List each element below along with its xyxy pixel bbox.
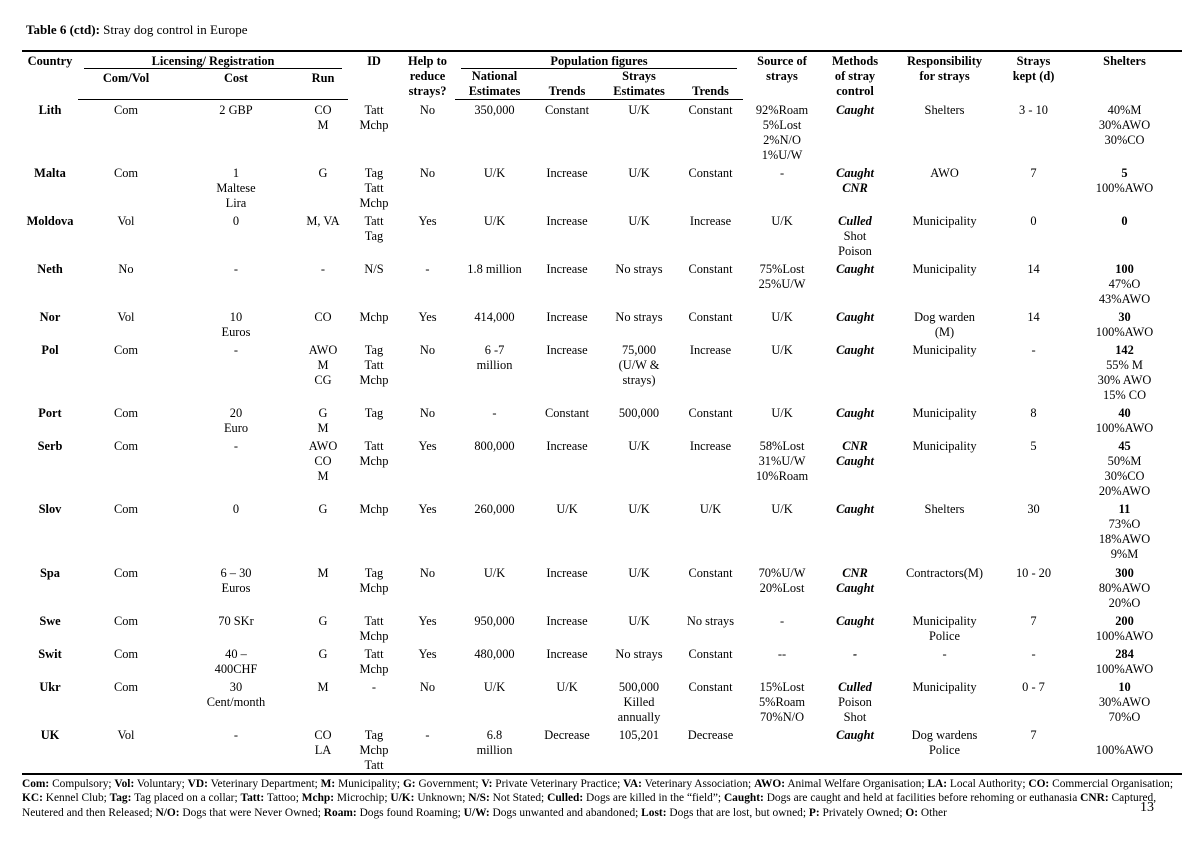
legend-key: G: [402, 778, 416, 790]
shelters-cell: 10 30%AWO 70%O [1098, 679, 1151, 724]
legend-key: KC: [22, 792, 43, 805]
legend-value: Government; [418, 778, 479, 790]
responsibility-cell: - [942, 646, 947, 661]
header-source-of-strays: Source of strays [743, 51, 821, 100]
methods-cell: CNR Caught [836, 565, 874, 595]
responsibility-cell: Shelters [924, 501, 965, 516]
stray-trend-cell: Constant [688, 165, 733, 180]
cost-cell: - [233, 727, 239, 742]
responsibility-cell: Municipality [912, 261, 977, 276]
national-trend-cell: Decrease [544, 727, 590, 742]
help-cell: No [419, 565, 436, 580]
table-row [22, 340, 1182, 403]
methods-cell: Caught [836, 501, 874, 516]
legend-value: Tattoo; [266, 792, 299, 805]
cost-cell: 0 [232, 501, 240, 516]
stray-estimate-cell: U/K [628, 613, 650, 628]
source-cell: U/K [771, 342, 793, 357]
shelters-cell: 100 47%O 43%AWO [1098, 261, 1151, 306]
stray-trend-cell: Constant [688, 309, 733, 324]
run-cell: G [318, 165, 328, 180]
kept-cell: 14 [1027, 261, 1040, 276]
responsibility-cell: Municipality [912, 213, 977, 228]
country-cell: Swit [38, 646, 62, 661]
legend-value: Compulsory; [52, 778, 112, 790]
com-vol-cell: Vol [117, 727, 135, 742]
stray-dog-table [22, 50, 1182, 773]
cost-cell: - [233, 342, 239, 357]
table-caption [26, 22, 248, 38]
help-cell: Yes [418, 646, 437, 661]
national-trend-cell: Increase [546, 438, 588, 453]
header-methods: Methods of stray control [821, 51, 889, 100]
methods-cell: Culled Poison Shot [838, 679, 872, 724]
stray-estimate-cell: No strays [615, 261, 663, 276]
legend-value: Voluntary; [136, 778, 185, 790]
national-trend-cell: U/K [556, 679, 578, 694]
legend-key: LA: [927, 778, 948, 790]
responsibility-cell: Contractors(M) [905, 565, 984, 580]
legend-value: Veterinary Association; [644, 778, 752, 790]
legend-key: CNR: [1080, 792, 1109, 805]
country-cell: UK [40, 727, 60, 742]
stray-trend-cell: Increase [689, 213, 732, 228]
stray-trend-cell: Constant [688, 103, 733, 117]
national-estimate-cell: 6 -7 million [476, 342, 513, 372]
table-row [22, 100, 1182, 163]
country-cell: Moldova [26, 213, 74, 228]
shelters-cell: 45 50%M 30%CO 20%AWO [1098, 438, 1151, 498]
country-cell: Nor [39, 309, 61, 324]
national-estimate-cell: 1.8 million [467, 261, 522, 276]
methods-cell: Caught [836, 727, 874, 742]
run-cell: M [317, 679, 329, 694]
source-cell: 58%Lost 31%U/W 10%Roam [755, 438, 809, 483]
shelters-cell: 300 80%AWO 20%O [1098, 565, 1151, 610]
kept-cell: 30 [1027, 501, 1040, 516]
run-cell: AWO CO M [308, 438, 338, 483]
run-cell: CO M [314, 103, 332, 132]
kept-cell: 8 [1030, 405, 1037, 420]
national-estimate-cell: U/K [483, 565, 506, 580]
legend-value: Dogs are killed in the “field”; [586, 792, 722, 805]
legend-value: Not Stated; [492, 792, 545, 805]
legend-key: Com: [22, 778, 50, 790]
legend-value: Tag placed on a collar; [134, 792, 238, 805]
legend-key: Tag: [109, 792, 132, 805]
national-estimate-cell: U/K [483, 213, 506, 228]
national-estimate-cell: U/K [483, 165, 506, 180]
stray-estimate-cell: 500,000 [618, 405, 660, 420]
national-trend-cell: Increase [546, 213, 588, 228]
legend-key: Vol: [114, 778, 135, 790]
responsibility-cell: Municipality [912, 405, 977, 420]
responsibility-cell: AWO [930, 165, 959, 180]
methods-cell: Caught [836, 342, 874, 357]
table-row [22, 163, 1182, 211]
header-strays-estimates: Strays Estimates [600, 69, 678, 100]
stray-estimate-cell: 500,000 Killed annually [617, 679, 661, 724]
page-number: 13 [1140, 800, 1154, 815]
legend-value: Kennel Club; [45, 792, 107, 805]
kept-cell: 14 [1027, 309, 1040, 324]
table-row [22, 211, 1182, 259]
source-cell: -- [777, 646, 787, 661]
methods-cell: Caught CNR [836, 165, 874, 195]
header-country: Country [22, 51, 78, 100]
stray-trend-cell: Constant [688, 565, 733, 580]
responsibility-cell: Municipality [912, 438, 977, 453]
abbreviation-legend [22, 773, 1182, 820]
national-estimate-cell: 260,000 [474, 501, 515, 516]
header-responsibility: Responsibility for strays [889, 51, 1000, 100]
header-help-to-reduce: Help to reduce strays? [400, 51, 455, 100]
methods-cell: - [852, 646, 858, 661]
legend-value: Microchip; [336, 792, 388, 805]
legend-key: Culled: [547, 792, 584, 805]
national-estimate-cell: 350,000 [474, 103, 515, 117]
methods-cell: Caught [836, 261, 874, 276]
shelters-cell: 40 100%AWO [1095, 405, 1154, 435]
help-cell: - [425, 727, 430, 742]
stray-estimate-cell: No strays [615, 646, 663, 661]
id-cell: - [371, 679, 377, 694]
shelters-cell: 11 73%O 18%AWO 9%M [1098, 501, 1151, 561]
legend-key: U/W: [463, 806, 490, 819]
cost-cell: 2 GBP [219, 103, 253, 117]
legend-key: Tatt: [240, 792, 265, 805]
table-body [22, 100, 1182, 773]
run-cell: - [320, 261, 326, 276]
stray-trend-cell: Constant [688, 646, 733, 661]
methods-cell: Caught [836, 309, 874, 324]
cost-cell: 1 Maltese Lira [216, 165, 256, 210]
run-cell: CO [314, 309, 332, 324]
table-row [22, 436, 1182, 499]
responsibility-cell: Dog warden (M) [914, 309, 975, 339]
country-cell: Swe [39, 613, 61, 628]
kept-cell: 10 - 20 [1015, 565, 1052, 580]
run-cell: G M [317, 405, 329, 435]
header-trends-strays: Trends [678, 69, 743, 100]
shelters-cell: 5 100%AWO [1095, 165, 1154, 195]
header-strays-kept: Strays kept (d) [1000, 51, 1067, 100]
header-trends: Trends [534, 69, 600, 100]
com-vol-cell: Com [113, 405, 139, 420]
legend-value: Captured, Neutered and then Released; [22, 792, 1157, 819]
responsibility-cell: Dog wardens Police [911, 727, 978, 757]
source-cell: 70%U/W 20%Lost [758, 565, 806, 595]
header-national-estimates: National Estimates [455, 69, 534, 100]
legend-key: Lost: [641, 806, 667, 819]
id-cell: Tatt Mchp [359, 102, 389, 132]
stray-estimate-cell: No strays [615, 309, 663, 324]
run-cell: CO LA [314, 727, 332, 757]
national-estimate-cell: 800,000 [474, 438, 515, 453]
legend-value: Municipality; [338, 778, 401, 790]
table-caption-label: Table 6 (ctd): [26, 22, 100, 37]
stray-trend-cell: Increase [689, 342, 732, 357]
legend-key: O: [905, 806, 919, 819]
legend-key: CO: [1028, 778, 1050, 790]
stray-trend-cell: Decrease [687, 727, 734, 742]
table-row [22, 611, 1182, 644]
run-cell: G [318, 501, 328, 516]
com-vol-cell: Vol [117, 309, 135, 324]
stray-trend-cell: No strays [686, 613, 735, 628]
legend-key: V: [481, 778, 493, 790]
run-cell: M [317, 565, 329, 580]
com-vol-cell: Com [113, 165, 139, 180]
stray-estimate-cell: U/K [628, 213, 650, 228]
national-estimate-cell: 950,000 [474, 613, 515, 628]
kept-cell: 3 - 10 [1019, 102, 1048, 117]
com-vol-cell: Com [113, 565, 139, 580]
source-cell: 92%Roam 5%Lost 2%N/O 1%U/W [755, 102, 809, 162]
help-cell: - [425, 261, 430, 276]
help-cell: No [419, 165, 436, 180]
legend-key: VD: [187, 778, 208, 790]
responsibility-cell: Municipality [912, 342, 977, 357]
methods-cell: Caught [836, 613, 874, 628]
com-vol-cell: Com [113, 501, 139, 516]
legend-value: Dogs are caught and held at facilities before rehoming or euthanasia [766, 792, 1078, 805]
national-estimate-cell: 6.8 million [476, 727, 513, 757]
legend-key: Roam: [323, 806, 357, 819]
table-row [22, 644, 1182, 677]
id-cell: Tag Mchp [359, 565, 389, 595]
legend-key: N/O: [155, 806, 180, 819]
responsibility-cell: Shelters [924, 102, 965, 117]
com-vol-cell: Com [113, 342, 139, 357]
header-population-group: Population figures [455, 51, 743, 69]
table-row [22, 403, 1182, 436]
national-estimate-cell: 480,000 [474, 646, 515, 661]
stray-trend-cell: Constant [688, 261, 733, 276]
country-cell: Slov [38, 501, 62, 516]
stray-estimate-cell: 75,000 (U/W & strays) [618, 342, 660, 387]
country-cell: Serb [37, 438, 63, 453]
stray-estimate-cell: 105,201 [618, 727, 660, 742]
shelters-cell: 284 100%AWO [1095, 646, 1154, 676]
methods-cell: Caught [836, 102, 874, 117]
id-cell: Tag Tatt Mchp [359, 165, 389, 210]
stray-estimate-cell: U/K [628, 565, 650, 580]
cost-cell: - [233, 438, 239, 453]
shelters-cell: 200 100%AWO [1095, 613, 1154, 643]
id-cell: Tatt Mchp [359, 438, 389, 468]
help-cell: No [419, 405, 436, 420]
kept-cell: 5 [1030, 438, 1037, 453]
methods-cell: Culled Shot Poison [838, 213, 872, 258]
national-trend-cell: Constant [544, 103, 590, 117]
source-cell [743, 725, 821, 773]
legend-value: Other [920, 806, 947, 819]
national-trend-cell: Increase [546, 165, 588, 180]
legend-value: Dogs that are lost, but owned; [669, 806, 807, 819]
header-run: Run [298, 69, 348, 100]
com-vol-cell: Com [113, 613, 139, 628]
shelters-cell: 100%AWO [1095, 742, 1154, 757]
legend-key: N/S: [468, 792, 490, 805]
responsibility-cell: Municipality [912, 679, 977, 694]
header-cost: Cost [174, 69, 298, 100]
country-cell: Ukr [39, 679, 61, 694]
stray-trend-cell: U/K [699, 501, 722, 516]
help-cell: No [419, 679, 436, 694]
help-cell: Yes [418, 501, 437, 516]
responsibility-cell: Municipality Police [912, 613, 977, 643]
source-cell: - [779, 165, 785, 180]
kept-cell: - [1031, 646, 1036, 661]
source-cell: 15%Lost 5%Roam 70%N/O [758, 679, 806, 724]
kept-cell: 7 [1030, 727, 1037, 742]
stray-trend-cell: Constant [688, 679, 733, 694]
id-cell: Mchp [359, 501, 389, 516]
national-trend-cell: Increase [546, 646, 588, 661]
legend-key: P: [808, 806, 820, 819]
stray-estimate-cell: U/K [628, 103, 650, 117]
com-vol-cell: Com [113, 679, 139, 694]
national-trend-cell: Increase [546, 565, 588, 580]
id-cell: Tag Tatt Mchp [359, 342, 389, 387]
legend-value: Commercial Organisation; [1052, 778, 1174, 790]
shelters-cell: 0 [1121, 213, 1128, 228]
run-cell: G [318, 646, 328, 661]
com-vol-cell: Com [113, 438, 139, 453]
run-cell: M, VA [306, 213, 340, 228]
legend-value: Dogs unwanted and abandoned; [492, 806, 639, 819]
cost-cell: 6 – 30 Euros [220, 565, 252, 595]
cost-cell: 20 Euro [223, 405, 249, 435]
legend-value: Private Veterinary Practice; [495, 778, 621, 790]
help-cell: Yes [418, 613, 437, 628]
shelters-cell: 142 55% M 30% AWO 15% CO [1097, 342, 1152, 402]
id-cell: Tatt Mchp [359, 613, 389, 643]
kept-cell: 0 - 7 [1022, 679, 1045, 694]
kept-cell: 7 [1030, 165, 1037, 180]
legend-key: Mchp: [301, 792, 335, 805]
header-licensing-group: Licensing/ Registration [78, 51, 348, 69]
table-row [22, 725, 1182, 773]
run-cell: AWO M CG [308, 342, 338, 387]
stray-estimate-cell: U/K [628, 165, 650, 180]
shelters-cell: 30 100%AWO [1095, 309, 1154, 339]
national-trend-cell: Increase [546, 342, 588, 357]
national-estimate-cell: - [492, 405, 497, 420]
legend-key: VA: [623, 778, 642, 790]
source-cell: U/K [771, 309, 793, 324]
legend-key: U/K: [390, 792, 415, 805]
stray-trend-cell: Increase [689, 438, 732, 453]
table-row [22, 499, 1182, 563]
cost-cell: 10 Euros [221, 309, 251, 339]
legend-value: Unknown; [417, 792, 466, 805]
legend-key: AWO: [754, 778, 786, 790]
country-cell: Spa [40, 565, 60, 580]
stray-estimate-cell: U/K [628, 501, 650, 516]
legend-value: Privately Owned; [822, 806, 903, 819]
table-row [22, 563, 1182, 611]
kept-cell: 0 [1030, 213, 1037, 228]
com-vol-cell: Com [113, 646, 139, 661]
stray-trend-cell: Constant [688, 405, 733, 420]
legend-value: Veterinary Department; [210, 778, 318, 790]
kept-cell: - [1031, 342, 1036, 357]
run-cell: G [318, 613, 328, 628]
cost-cell: - [233, 261, 239, 276]
national-trend-cell: Increase [546, 261, 588, 276]
shelters-cell: 40%M 30%AWO 30%CO [1098, 102, 1151, 147]
table-row [22, 677, 1182, 725]
legend-value: Local Authority; [949, 778, 1026, 790]
help-cell: No [419, 342, 436, 357]
header-shelters: Shelters [1067, 51, 1182, 100]
id-cell: Tag [364, 405, 384, 420]
header-com-vol: Com/Vol [78, 69, 174, 100]
table-caption-text: Stray dog control in Europe [103, 22, 248, 37]
id-cell: Tatt Mchp [359, 646, 389, 676]
legend-value: Dogs found Roaming; [359, 806, 461, 819]
national-estimate-cell: U/K [483, 679, 506, 694]
help-cell: Yes [418, 309, 437, 324]
national-trend-cell: Increase [546, 309, 588, 324]
id-cell: Tag Mchp Tatt [359, 727, 389, 772]
table-row [22, 307, 1182, 340]
cost-cell: 70 SKr [218, 613, 254, 628]
source-cell: U/K [771, 501, 793, 516]
table-row [22, 259, 1182, 307]
methods-cell: Caught [836, 405, 874, 420]
source-cell: 75%Lost 25%U/W [758, 261, 806, 291]
kept-cell: 7 [1030, 613, 1037, 628]
country-cell: Neth [37, 261, 63, 276]
national-estimate-cell: 414,000 [474, 309, 515, 324]
cost-cell: 30 Cent/month [206, 679, 266, 709]
legend-key: M: [320, 778, 336, 790]
stray-estimate-cell: U/K [628, 438, 650, 453]
id-cell: N/S [364, 261, 384, 276]
country-cell: Pol [41, 342, 59, 357]
legend-key: Caught: [723, 792, 764, 805]
source-cell: - [779, 613, 785, 628]
national-trend-cell: Constant [544, 405, 590, 420]
national-trend-cell: Increase [546, 613, 588, 628]
header-id: ID [348, 51, 400, 100]
national-trend-cell: U/K [556, 501, 578, 516]
methods-cell: CNR Caught [836, 438, 874, 468]
country-cell: Malta [34, 165, 66, 180]
com-vol-cell: Com [113, 103, 139, 117]
help-cell: No [419, 102, 436, 117]
com-vol-cell: Vol [117, 213, 135, 228]
id-cell: Mchp [359, 309, 389, 324]
source-cell: U/K [771, 213, 793, 228]
cost-cell: 0 [232, 213, 240, 228]
legend-value: Animal Welfare Organisation; [787, 778, 925, 790]
legend-value: Dogs that were Never Owned; [182, 806, 321, 819]
source-cell: U/K [771, 405, 793, 420]
com-vol-cell: No [118, 261, 134, 276]
id-cell: Tatt Tag [364, 213, 384, 243]
cost-cell: 40 – 400CHF [214, 646, 258, 676]
help-cell: Yes [418, 438, 437, 453]
country-cell: Port [38, 405, 62, 420]
help-cell: Yes [418, 213, 437, 228]
country-cell: Lith [38, 102, 62, 117]
